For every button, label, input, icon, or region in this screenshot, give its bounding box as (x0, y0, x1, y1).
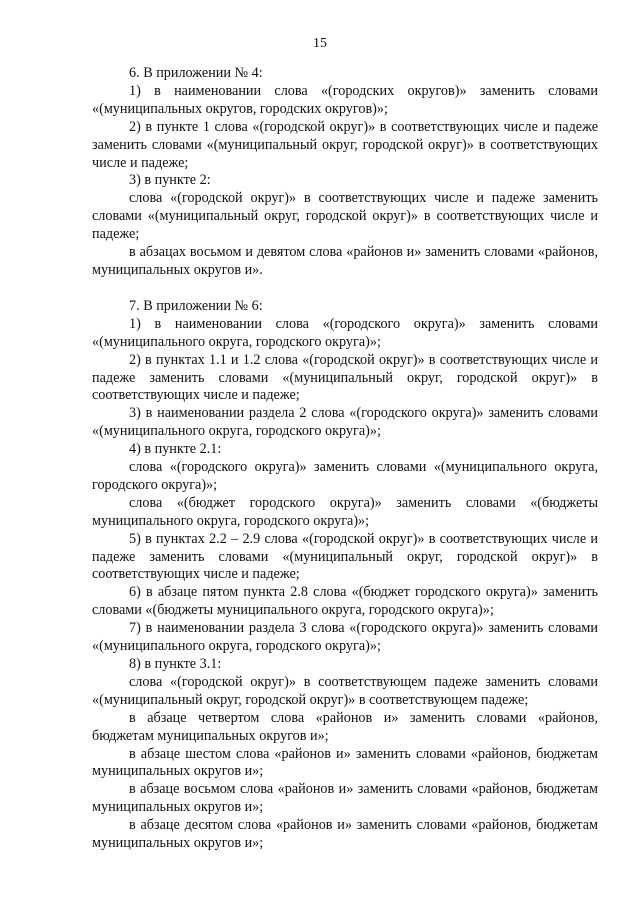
paragraph: 2) в пунктах 1.1 и 1.2 слова «(городской округ)» в соответствующих числе и падеже заменить словами «(муниципальный округ, городской округ)» в соответствующих числе и падеже; (92, 351, 598, 404)
paragraph: 4) в пункте 2.1: (129, 441, 222, 458)
paragraph: 3) в наименовании раздела 2 слова «(городского округа)» заменить словами «(муниципального округа, городского округа)»; (92, 405, 598, 440)
paragraph: 7) в наименовании раздела 3 слова «(городского округа)» заменить словами «(муниципального округа, городского округа)»; (92, 620, 598, 655)
paragraph: в абзаце восьмом слова «районов и» заменить словами «районов, бюджетам муниципальных округов и»; (92, 781, 598, 816)
paragraph: в абзаце шестом слова «районов и» заменить словами «районов, бюджетам муниципальных округов и»; (92, 745, 598, 780)
paragraph: в абзацах восьмом и девятом слова «районов и» заменить словами «районов, муниципальных округов и». (92, 244, 598, 278)
section-heading: 7. В приложении № 6: (129, 297, 263, 314)
section-heading: 6. В приложении № 4: (129, 65, 263, 81)
paragraph: 6) в абзаце пятом пункта 2.8 слова «(бюджет городского округа)» заменить словами «(бюджеты муниципального округа, городского округа)»; (92, 584, 598, 619)
paragraph: слова «(городского округа)» заменить словами «(муниципального округа, городского округа)»; (92, 459, 598, 493)
paragraph: в абзаце четвертом слова «районов и» заменить словами «районов, бюджетам муниципальных округов и»; (92, 709, 598, 744)
document-body (92, 65, 598, 853)
paragraph: слова «(бюджет городского округа)» заменить словами «(бюджеты муниципального округа, городского округа)»; (92, 494, 598, 529)
paragraph: 1) в наименовании слова «(городского округа)» заменить словами «(муниципального округа, городского округа)»; (92, 315, 598, 350)
paragraph: 2) в пункте 1 слова «(городской округ)» в соответствующих числе и падеже заменить словами «(муниципальный округ, городской округ)» в соответствующих числе и падеже; (92, 118, 598, 171)
paragraph: в абзаце десятом слова «районов и» заменить словами «районов, бюджетам муниципальных округов и»; (92, 817, 598, 852)
page-number: 15 (313, 36, 327, 51)
paragraph: слова «(городской округ)» в соответствующем падеже заменить словами «(муниципальный округ, городской округ)» в соответствующем падеже; (92, 673, 598, 708)
paragraph: 8) в пункте 3.1: (129, 656, 222, 672)
paragraph: 1) в наименовании слова «(городских округов)» заменить словами «(муниципальных округов, городских округов)»; (92, 82, 598, 117)
paragraph: 5) в пунктах 2.2 – 2.9 слова «(городской округ)» в соответствующих числе и падеже заменить словами «(муниципальный округ, городской округ)» в соответствующих числе и падеже; (92, 530, 598, 583)
paragraph: 3) в пункте 2: (129, 172, 211, 189)
paragraph: слова «(городской округ)» в соответствующих числе и падеже заменить словами «(муниципальный округ, городской округ)» в соответствующих числе и падеже; (92, 190, 598, 243)
